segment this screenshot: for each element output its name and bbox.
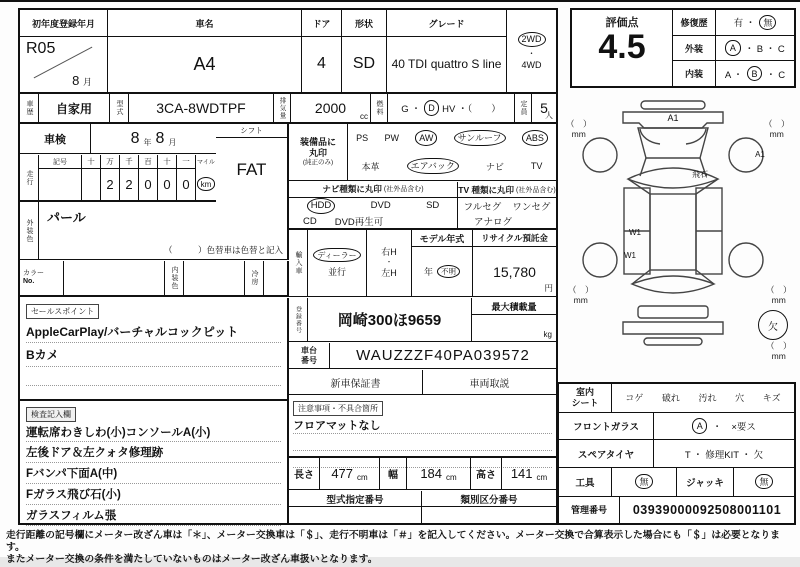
inspection-line-3: Fバンパ下面A(中) [26, 463, 281, 484]
damage-diagram [560, 98, 800, 382]
designation-number-value [289, 507, 422, 523]
width-value: 184 [420, 466, 443, 481]
seat-opt-ana: 穴 [735, 393, 745, 404]
reg-date-cell [20, 10, 108, 92]
odometer-sign-header: 記号 [39, 155, 81, 169]
shift-cell [216, 124, 289, 202]
equipment-row-1 [348, 124, 556, 152]
odo-h5: 十 [158, 155, 176, 169]
door-cell [302, 10, 342, 92]
shift-value: FAT [236, 159, 267, 179]
capacity-value: 5 [540, 100, 548, 116]
exterior-grade-label: 外装 [673, 36, 716, 61]
notes-block [289, 396, 556, 458]
score-panel [570, 8, 796, 88]
sales-point-line-1: AppleCarPlay/バーチャルコックピット [26, 321, 281, 343]
type-number-block [289, 491, 556, 523]
tv-one-seg: ワンセグ [512, 201, 551, 213]
roof-panel [650, 194, 696, 270]
sales-point-line-2: Bカメ [26, 343, 281, 367]
inspection-line-1: 運転席わきしわ(小)コンソールA(小) [26, 423, 281, 442]
shape-label: 形状 [342, 10, 386, 37]
windshield-grade-rest: ・ ×要ス [712, 422, 756, 434]
ac-label: 冷房 [245, 261, 264, 295]
tv-type-box [458, 182, 556, 228]
inspection-line-5: ガラスフィルム張 [26, 505, 281, 526]
equip-abs-circled: ABS [522, 130, 548, 145]
shaken-year-unit: 年 [143, 138, 152, 147]
seat-opt-yabure: 破れ [661, 393, 680, 404]
model-year-unit: 年 [423, 267, 433, 277]
import-dealer-cell [308, 230, 367, 296]
main-form [18, 8, 558, 525]
width-unit: cm [446, 472, 457, 482]
mm-mark-bottom-left: （ ） mm [568, 285, 594, 305]
length-value-cell [320, 458, 380, 489]
odometer-sign-value [39, 169, 81, 200]
odo-h2: 万 [101, 155, 119, 169]
shape-value: SD [352, 55, 376, 72]
import-row [289, 230, 556, 297]
chassis-label: 車台 番号 [289, 343, 330, 368]
designation-number-label: 型式指定番号 [289, 491, 422, 507]
type-label: 型式 [110, 94, 129, 122]
rear-bumper [623, 322, 723, 334]
condition-table [557, 382, 796, 525]
manual-cell: 車両取説 [469, 378, 510, 390]
handle-cell [367, 230, 412, 296]
model-year-label: モデル年式 [412, 230, 472, 247]
displacement-label: 排気量 [274, 94, 291, 122]
car-name-value: A4 [193, 53, 216, 74]
interior-grade-pre: A ・ [724, 69, 743, 81]
grade-cell [387, 10, 507, 92]
car-name-cell [108, 10, 302, 92]
management-number-value: 03939000092508001101 [632, 502, 782, 517]
length-label: 長さ [289, 458, 320, 489]
interior-grade-post: ・ C [766, 69, 786, 81]
recycle-value: 15,780 [493, 263, 536, 280]
door-label: ドア [302, 10, 341, 37]
headlight-left [640, 129, 660, 144]
equipment-label-1: 装備品に [299, 136, 336, 147]
reg-month-value: 8 [72, 73, 80, 88]
fuel-rest: HV ・（ ） [442, 104, 501, 115]
drive-type-cell [507, 10, 556, 92]
rear-lower-bar [644, 338, 702, 345]
type-value: 3CA-8WDTPF [129, 94, 274, 122]
headlight-right [686, 129, 706, 144]
history-label: 車歴 [20, 94, 39, 122]
jack-none-circled: 無 [755, 474, 772, 489]
shaken-label: 車検 [20, 124, 91, 153]
equipment-label-cell [289, 124, 348, 180]
sales-points-label: セールスポイント [26, 304, 99, 319]
odometer-row [20, 155, 216, 202]
odometer-label: 走行 [20, 155, 39, 200]
reg-date-label: 初年度登録年月 [20, 10, 107, 37]
front-damage-label: A1 [667, 113, 679, 123]
hood-outline [638, 128, 708, 158]
shaken-month-unit: 月 [168, 138, 177, 147]
c-pillar-right [696, 270, 714, 284]
odo-d6: 0 [182, 177, 190, 192]
capacity-cell [532, 94, 556, 122]
windshield-grade-a-circled: A [692, 418, 707, 433]
mm-mark-missing: （ ） mm [766, 341, 792, 361]
management-number-label: 管理番号 [559, 497, 620, 523]
recycle-label: リサイクル預託金 [473, 230, 556, 247]
exterior-grade-row [673, 36, 794, 62]
equip-aw-circled: AW [415, 130, 437, 145]
rear-window [632, 276, 714, 293]
windshield-stone-label: 飛石 [692, 170, 708, 179]
equipment-row-2 [348, 152, 556, 180]
missing-part-circle: 欠 [758, 310, 788, 340]
max-load-unit: kg [543, 330, 552, 339]
equip-pw: PW [384, 133, 399, 143]
management-number-row [559, 497, 794, 523]
drive-4wd: 4WD [521, 60, 542, 71]
odo-d2: 2 [106, 177, 114, 192]
navi-dvd-play: DVD再生可 [334, 217, 384, 228]
grade-value: 40 TDI quattro S line [391, 57, 502, 71]
reg-era-value: R05 [26, 40, 56, 57]
repair-history-label: 修復歴 [673, 10, 716, 35]
height-unit: cm [536, 472, 548, 482]
windshield-label: フロントガラス [559, 413, 654, 439]
tools-none-circled: 無 [635, 474, 652, 489]
drive-2wd-circled: 2WD [518, 32, 546, 47]
width-label: 幅 [380, 458, 407, 489]
max-load-cell [472, 298, 556, 341]
w1-damage-label-a: W1 [629, 228, 641, 237]
model-year-cell [412, 230, 473, 296]
sales-point-line-3 [26, 367, 281, 386]
interior-grade-row [673, 61, 794, 86]
max-load-label: 最大積載量 [472, 298, 556, 315]
shaken-year: 8 [130, 129, 140, 147]
a-pillar-right [696, 179, 718, 194]
navi-type-header: ナビ種類に丸印 [322, 184, 382, 195]
displacement-unit: cc [360, 112, 368, 121]
odo-d3: 2 [125, 177, 133, 192]
navi-sd: SD [426, 200, 440, 212]
equipment-label-2: 丸印 [308, 147, 327, 158]
shaken-month: 8 [155, 129, 165, 147]
exterior-color-note: （ ）色替車は色替と記入 [163, 245, 283, 255]
odo-d4: 0 [144, 177, 152, 192]
displacement-cell [291, 94, 371, 122]
import-dealer-circled: ディーラー [313, 248, 360, 262]
trunk-lid [638, 306, 708, 318]
navi-tv-row [289, 182, 556, 230]
capacity-label: 定員 [515, 94, 532, 122]
footer-line-1: 走行距離の記号欄にメーター改ざん車は「＊」、メーター交換車は「＄」、走行不明車は「＃」を記入してください。メーター交換で合算表示した場合にも「＄」は必要となります。 [6, 530, 780, 554]
interior-color-value [184, 261, 245, 295]
repair-no-circled: 無 [759, 15, 776, 30]
windshield-row [559, 413, 794, 440]
import-label: 輸入車 [289, 230, 308, 296]
inspection-notes-block [20, 401, 289, 523]
mm-mark-top-left: （ ） mm [566, 119, 592, 139]
shaken-row [20, 124, 216, 154]
roof-antenna-bar [641, 101, 705, 109]
color-detail-row [20, 261, 289, 297]
warranty-cell: 新車保証書 [289, 370, 423, 394]
navi-hdd-circled: HDD [307, 198, 336, 214]
car-top-view [578, 100, 768, 346]
chassis-value: WAUZZZF40PA039572 [356, 347, 530, 364]
navi-type-box [289, 182, 458, 228]
jack-label: ジャッキ [677, 468, 734, 496]
notes-label: 注意事項・不具合箇所 [293, 401, 383, 416]
fuel-g: G ・ [401, 104, 421, 115]
equip-tv: TV [530, 161, 543, 171]
car-name-label: 車名 [108, 10, 301, 37]
wheel-front-left [583, 138, 617, 172]
shift-label: シフト [216, 124, 287, 138]
tools-row [559, 468, 794, 497]
handle-sep: ・ [385, 259, 393, 267]
odometer-sign-col [39, 155, 82, 200]
navi-cd: CD [303, 215, 317, 227]
odometer-unit-col [196, 155, 216, 200]
exterior-grade-rest: ・ B ・ C [744, 44, 785, 55]
chassis-row [289, 343, 556, 369]
tv-analog: アナログ [474, 216, 513, 228]
navi-dvd: DVD [370, 200, 391, 212]
odo-h6: 一 [177, 155, 195, 169]
exterior-color-label: 外装色 [20, 202, 39, 259]
wheel-damage-label: A1 [755, 150, 765, 159]
score-label: 評価点 [605, 17, 639, 29]
height-label: 高さ [471, 458, 502, 489]
import-parallel: 並行 [327, 266, 346, 277]
footer-note [6, 530, 796, 567]
color-no-label: カラー No. [20, 261, 64, 295]
exterior-color-value: パール [47, 210, 86, 225]
repair-history-row [673, 10, 794, 36]
odometer-unit-mile: マイル [197, 160, 215, 166]
capacity-unit: 人 [545, 111, 553, 120]
top-rule [0, 0, 800, 2]
registration-row [289, 298, 556, 342]
handle-rh: 右H [381, 246, 397, 257]
odometer-unit-km-circled: km [197, 177, 216, 191]
odo-h3: 千 [120, 155, 138, 169]
exterior-grade-a-circled: A [725, 40, 740, 55]
model-year-unknown-circled: 不明 [437, 265, 460, 278]
score-cell [572, 10, 673, 86]
seat-row [559, 384, 794, 413]
recycle-cell [473, 230, 556, 296]
equipment-box [289, 124, 556, 181]
length-unit: cm [357, 472, 368, 482]
equip-navi: ナビ [485, 161, 504, 172]
equip-airbag-circled: エアバック [407, 158, 459, 173]
fuel-cell [388, 94, 515, 122]
sales-points-block [20, 298, 289, 401]
dimensions-row [289, 458, 556, 490]
classification-number-value [422, 507, 556, 523]
spare-tire-label: スペアタイヤ [559, 440, 654, 466]
fuel-d-circled: D [424, 100, 439, 115]
exterior-color-block [20, 202, 289, 260]
tools-label: 工具 [559, 468, 612, 496]
registration-value: 岡崎300ほ9659 [308, 298, 472, 341]
color-no-value [64, 261, 165, 295]
c-pillar-left [632, 270, 650, 284]
equip-leather: 本革 [361, 161, 380, 172]
w1-damage-label-b: W1 [624, 251, 636, 260]
tv-type-header-sub: (社外品含む) [516, 186, 556, 194]
notes-line-1: フロアマットなし [293, 417, 552, 434]
seat-opt-yogore: 汚れ [698, 393, 717, 404]
footer-line-2: またメーター交換の条件を満たしていないものはメーター改ざん車扱いとなります。 [6, 554, 378, 566]
classification-number-label: 類別区分番号 [422, 491, 556, 507]
drive-separator: ・ [527, 49, 536, 59]
odo-h1: 十 [82, 155, 100, 169]
a-pillar-left [628, 179, 650, 194]
grade-label: グレード [387, 10, 506, 37]
interior-grade-label: 内装 [673, 61, 716, 86]
seat-label: 室内 シート [559, 384, 612, 412]
equip-ps: PS [356, 133, 369, 143]
handle-lh: 左H [381, 267, 397, 278]
seat-opt-kizu: キズ [762, 393, 781, 404]
odo-d1 [82, 169, 100, 200]
repair-yes: 有 ・ [733, 18, 756, 30]
spare-tire-row [559, 440, 794, 467]
height-value: 141 [510, 466, 533, 481]
shape-cell [342, 10, 387, 92]
equipment-label-sub: (純正のみ) [302, 159, 334, 167]
fuel-label: 燃料 [371, 94, 388, 122]
mm-mark-bottom-right: （ ） mm [766, 285, 792, 305]
tv-full-seg: フルセグ [463, 201, 502, 213]
inspection-line-4: Fガラス飛び石(小) [26, 484, 281, 505]
spec-row [20, 94, 556, 122]
length-value: 477 [331, 466, 354, 481]
reg-month-unit: 月 [82, 77, 92, 87]
wheel-rear-left [583, 243, 617, 277]
recycle-unit: 円 [544, 283, 553, 293]
width-value-cell [407, 458, 471, 489]
interior-color-label: 内装色 [165, 261, 184, 295]
wheel-rear-right [729, 243, 763, 277]
history-value: 自家用 [39, 94, 110, 122]
tv-type-header: TV 種類に丸印 [458, 184, 515, 195]
odo-d5: 0 [163, 177, 171, 192]
mm-mark-top-right: （ ） mm [764, 119, 790, 139]
door-value: 4 [317, 55, 326, 72]
inspection-line-2: 左後ドア＆左クォタ修理跡 [26, 442, 281, 463]
score-value: 4.5 [598, 28, 646, 66]
spare-tire-value: T ・ 修理KIT ・ 欠 [684, 449, 764, 461]
equip-sunroof-circled: サンルーフ [454, 130, 506, 145]
inspection-notes-label: 検査記入欄 [26, 407, 76, 422]
height-value-cell [502, 458, 556, 489]
seat-opt-koge: コゲ [625, 393, 644, 404]
notes-line-2 [293, 434, 552, 451]
interior-grade-b-circled: B [747, 66, 762, 81]
ac-value [264, 261, 287, 295]
odo-h4: 百 [139, 155, 157, 169]
registration-label: 登録番号 [289, 298, 308, 341]
documents-row [289, 370, 556, 395]
displacement-value: 2000 [314, 100, 347, 116]
navi-type-header-sub: (社外品含む) [383, 186, 424, 194]
shaken-value [91, 124, 216, 153]
